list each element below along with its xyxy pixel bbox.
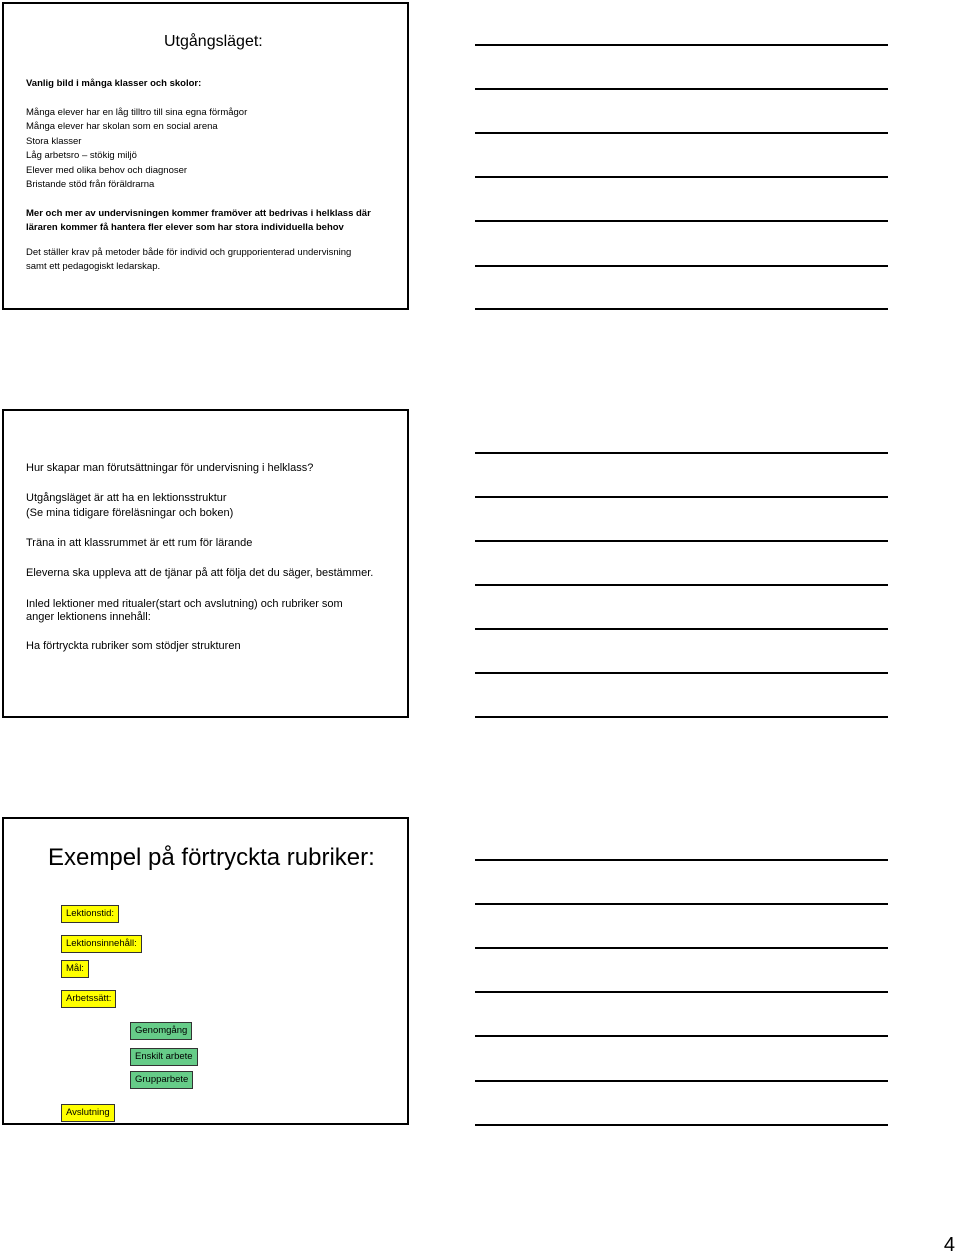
slide-1-heading: Vanlig bild i många klasser och skolor:: [26, 78, 202, 89]
note-line: [475, 1035, 888, 1037]
bold-paragraph-line: läraren kommer få hantera fler elever som har stora individuella behov: [26, 222, 344, 233]
label-box-lektionsinnehall: Lektionsinnehåll:: [61, 935, 142, 953]
label-box-arbetssatt: Arbetssätt:: [61, 990, 116, 1008]
note-line: [475, 452, 888, 454]
note-line: [475, 220, 888, 222]
slide-1: [2, 2, 409, 310]
paragraph-line: Eleverna ska uppleva att de tjänar på att följa det du säger, bestämmer.: [26, 567, 374, 579]
list-item: Elever med olika behov och diagnoser: [26, 165, 188, 176]
label-box-enskilt-arbete: Enskilt arbete: [130, 1048, 198, 1066]
list-item: Många elever har en låg tilltro till sina egna förmågor: [26, 107, 248, 118]
note-line: [475, 903, 888, 905]
slide-2: [2, 409, 409, 718]
paragraph-line: Träna in att klassrummet är ett rum för lärande: [26, 537, 253, 549]
paragraph-line: anger lektionens innehåll:: [26, 611, 151, 623]
note-line: [475, 265, 888, 267]
note-line: [475, 947, 888, 949]
slide-1-title: Utgångsläget:: [164, 33, 263, 50]
page-number: 4: [943, 1234, 955, 1256]
note-line: [475, 176, 888, 178]
label-box-grupparbete: Grupparbete: [130, 1071, 193, 1089]
note-line: [475, 628, 888, 630]
label-box-lektionstid: Lektionstid:: [61, 905, 119, 923]
list-item: Bristande stöd från föräldrarna: [26, 179, 155, 190]
note-line: [475, 1124, 888, 1126]
note-line: [475, 308, 888, 310]
note-line: [475, 88, 888, 90]
paragraph-line: Ha förtryckta rubriker som stödjer strukturen: [26, 640, 241, 652]
note-line: [475, 991, 888, 993]
note-line: [475, 540, 888, 542]
slide-3-title: Exempel på förtryckta rubriker:: [48, 844, 375, 871]
label-box-mal: Mål:: [61, 960, 89, 978]
bold-paragraph-line: Mer och mer av undervisningen kommer framöver att bedrivas i helklass där: [26, 208, 371, 219]
note-line: [475, 859, 888, 861]
paragraph-line: Det ställer krav på metoder både för individ och grupporienterad undervisning: [26, 247, 352, 258]
paragraph-line: Inled lektioner med ritualer(start och avslutning) och rubriker som: [26, 598, 343, 610]
list-item: Stora klasser: [26, 136, 82, 147]
note-line: [475, 132, 888, 134]
note-line: [475, 44, 888, 46]
list-item: Många elever har skolan som en social arena: [26, 121, 218, 132]
note-line: [475, 1080, 888, 1082]
slide-3: [2, 817, 409, 1125]
paragraph-line: samt ett pedagogiskt ledarskap.: [26, 261, 161, 272]
list-item: Låg arbetsro – stökig miljö: [26, 150, 137, 161]
note-line: [475, 584, 888, 586]
paragraph-line: Hur skapar man förutsättningar för undervisning i helklass?: [26, 462, 314, 474]
note-line: [475, 672, 888, 674]
label-box-avslutning: Avslutning: [61, 1104, 115, 1122]
note-line: [475, 716, 888, 718]
paragraph-line: Utgångsläget är att ha en lektionsstruktur: [26, 492, 227, 504]
note-line: [475, 496, 888, 498]
label-box-genomgang: Genomgång: [130, 1022, 192, 1040]
paragraph-line: (Se mina tidigare föreläsningar och boken): [26, 507, 234, 519]
